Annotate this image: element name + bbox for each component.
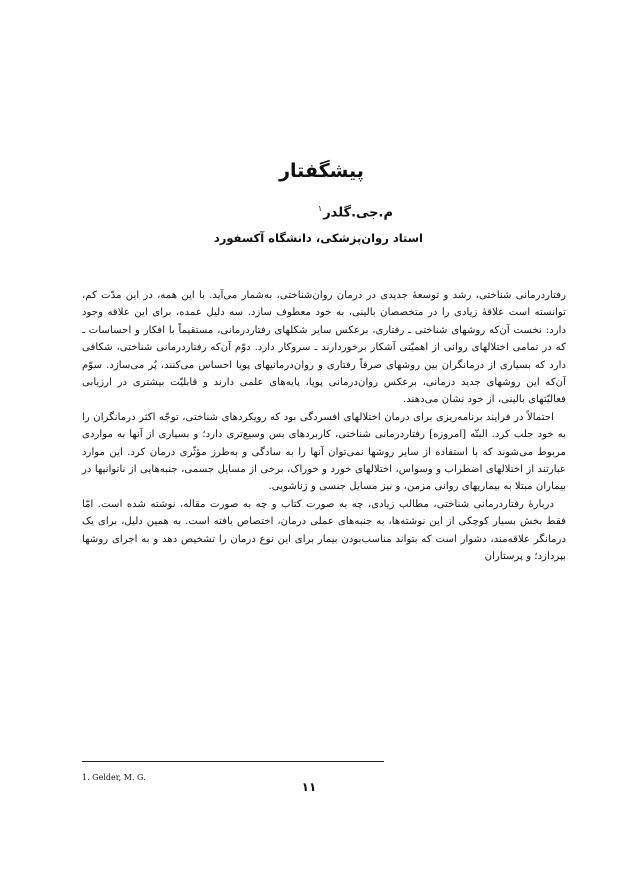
body-text [82, 287, 566, 566]
chapter-title: پیشگفتار [279, 160, 364, 182]
author-name-text: م.جی.گلدر [323, 205, 393, 221]
paragraph-2: احتمالاً در فرایند برنامه‌ریزی برای درمان اختلالهای افسردگی بود که رویکردهای شناختی، توجّه اکثر درمانگران را به خود جلب کرد. البتّه [امروزه] رفتاردرمانی شناختی، کاربردهای بس وسیع‌تری دارد؛ و بسیاری از آنها به موارد‌ی مربوط می‌شوند که با استفاده از سایر روشها نمی‌توان آنها را به سادگی و به‌طرز مؤثّری درمان کرد. این موارد عبارتند از اختلالهای اضطراب و وسواس، اختلالهای خورد و خوراک، برخی از مسایل جسمی، جنبه‌هایی از ناتوانیها در بیماران مبتلا به بیماریهای روانی مزمن، و نیز مسایل جنسی و زناشویی. [82, 411, 566, 493]
footnote-marker: ۱ [317, 204, 323, 213]
footnote-divider [82, 761, 384, 762]
footnote: 1. Gelder, M. G. [82, 773, 146, 782]
author-name [318, 204, 393, 220]
paragraph-1: رفتاردرمانی شناختی، رشد و توسعهٔ جدیدی در درمان روان‌شناختی، به‌شمار می‌آید. با این همه، در این مدّت کم، توانسته است علاقهٔ زیادی را در متخصصان بالینی، به خود معطوف سازد. سه دلیل عمده، برای این علاقه وجود دارد: نخست آن‌که روشهای شناختی ـ رفتاری، برعکس سایر شکلهای رفتاردرمانی، مستقیماً با افکار و احساسات ـ که در تمامی اختلالهای روانی از اهمیّتی آشکار برخوردارند ـ سروکار دارد. دوّم آن‌که رفتاردرمانی شناختی، شکافی دارد که بسیاری از درمانگران بین روشهای صرفاً رفتاری و روان‌درمانیهای پویا احساس می‌کنند، پُر می‌سازد. سوّم آن‌که این روشهای جدید درمانی، برعکس روان‌درمانی پویا، پایه‌های علمی دارند و قابلیّت بیشتری در ارزیابی فعالیّتهای بالینی، از خود نشان می‌دهند. [82, 290, 566, 406]
page-number: ۱۱ [301, 780, 317, 794]
paragraph-3: دربارهٔ رفتاردرمانی شناختی، مطالب زیادی، چه به صورت کتاب و چه به صورت مقاله، نوشته شده است. امّا فقط بخش بسیار کوچکی از این نوشته‌ها، به جنبه‌های عملی درمان، اختصاص یافته است. به همین دلیل، برای یک درمانگر علاقه‌مند، دشوار است که بتواند مناسب‌بودن بیمار برای این نوع درمان را تشخیص دهد و به اجرای روشها بپردازد؛ و پرستاران [82, 498, 566, 563]
author-affiliation: استاد روان‌پزشکی، دانشگاه آکسفورد [213, 231, 423, 245]
